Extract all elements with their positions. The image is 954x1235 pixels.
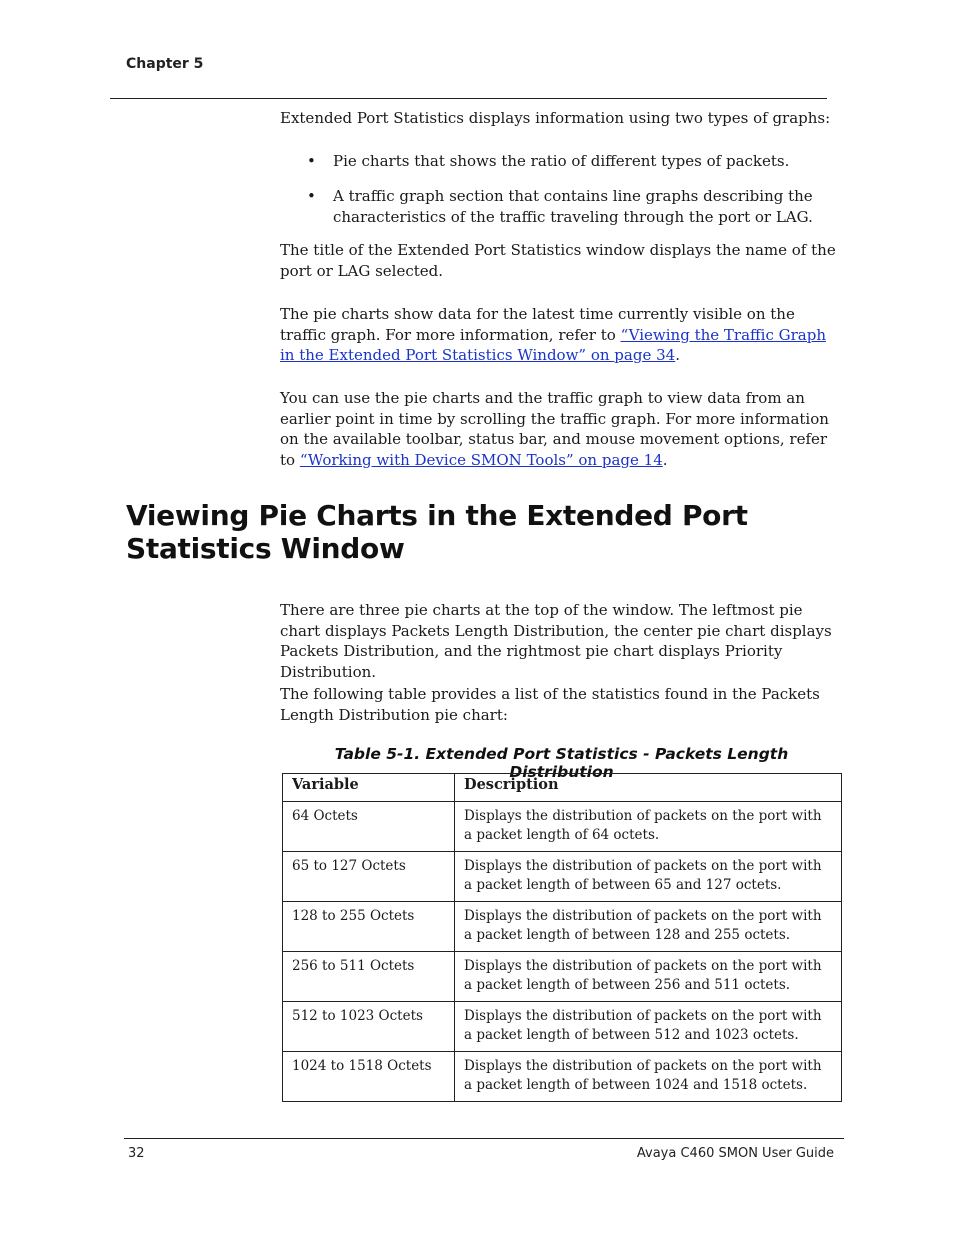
- table-intro-paragraph: The following table provides a list of the statistics found in the Packets Length Distribution pie chart:: [280, 685, 820, 724]
- paragraph-text: The pie charts show data for the latest time currently visible on the traffic graph. For more information, refer to: [280, 305, 795, 344]
- variable-cell: 65 to 127 Octets: [283, 852, 455, 902]
- variable-cell: 512 to 1023 Octets: [283, 1002, 455, 1052]
- paragraph-text: .: [675, 346, 680, 364]
- page-number: 32: [128, 1146, 145, 1161]
- traffic-graph-link[interactable]: “Viewing the Traffic Graph in the Extended Port Statistics Window” on page 34: [280, 325, 827, 364]
- smon-tools-link[interactable]: “Working with Device SMON Tools” on page 14: [299, 450, 663, 469]
- chapter-label: Chapter 5: [126, 56, 204, 72]
- variable-cell: 64 Octets: [283, 802, 455, 852]
- pie-charts-time-paragraph: [280, 304, 840, 366]
- description-cell: Displays the distribution of packets on the port with a packet length of between 65 and 127 octets.: [455, 852, 842, 902]
- variable-cell: 256 to 511 Octets: [283, 952, 455, 1002]
- document-title: Avaya C460 SMON User Guide: [636, 1146, 834, 1161]
- table-row: [283, 802, 842, 852]
- paragraph-text: You can use the pie charts and the traffic graph to view data from an earlier point in time by scrolling the traffic graph. For more information on the available toolbar, status bar, and mouse movement options, refer to: [280, 389, 829, 469]
- three-pie-charts-paragraph: There are three pie charts at the top of the window. The leftmost pie chart displays Packets Length Distribution, the center pie chart displays Packets Distribution, and the rightmost pie chart displays Priority Distribution.: [280, 601, 832, 681]
- window-title-paragraph: The title of the Extended Port Statistics window displays the name of the port or LAG selected.: [280, 241, 836, 280]
- table-row: [283, 1052, 842, 1102]
- bullet-item-pie-charts: Pie charts that shows the ratio of different types of packets.: [333, 152, 790, 170]
- table-row: [283, 1002, 842, 1052]
- table-row: [283, 852, 842, 902]
- paragraph-text: .: [662, 450, 668, 469]
- column-header-variable: Variable: [283, 774, 455, 802]
- description-cell: Displays the distribution of packets on the port with a packet length of between 128 and 255 octets.: [455, 902, 842, 952]
- table-header-row: [283, 774, 842, 802]
- bullet-marker: •: [307, 152, 316, 170]
- table-row: [283, 952, 842, 1002]
- scrolling-paragraph: [280, 388, 840, 470]
- column-header-description: Description: [455, 774, 842, 802]
- variable-cell: 128 to 255 Octets: [283, 902, 455, 952]
- packets-length-table: [282, 773, 842, 1102]
- section-heading: Viewing Pie Charts in the Extended Port Statistics Window: [126, 499, 748, 565]
- intro-paragraph: Extended Port Statistics displays information using two types of graphs:: [280, 109, 831, 127]
- variable-cell: 1024 to 1518 Octets: [283, 1052, 455, 1102]
- description-cell: Displays the distribution of packets on the port with a packet length of 64 octets.: [455, 802, 842, 852]
- description-cell: Displays the distribution of packets on the port with a packet length of between 512 and 1023 octets.: [455, 1002, 842, 1052]
- header-rule: [110, 98, 827, 99]
- table-caption: Table 5-1. Extended Port Statistics - Packets Length Distribution: [334, 745, 789, 781]
- bullet-marker: •: [307, 187, 316, 205]
- description-cell: Displays the distribution of packets on the port with a packet length of between 256 and 511 octets.: [455, 952, 842, 1002]
- bullet-item-traffic-graph: A traffic graph section that contains line graphs describing the characteristics of the traffic traveling through the port or LAG.: [333, 187, 813, 226]
- table-row: [283, 902, 842, 952]
- description-cell: Displays the distribution of packets on the port with a packet length of between 1024 and 1518 octets.: [455, 1052, 842, 1102]
- footer-rule: [124, 1138, 844, 1139]
